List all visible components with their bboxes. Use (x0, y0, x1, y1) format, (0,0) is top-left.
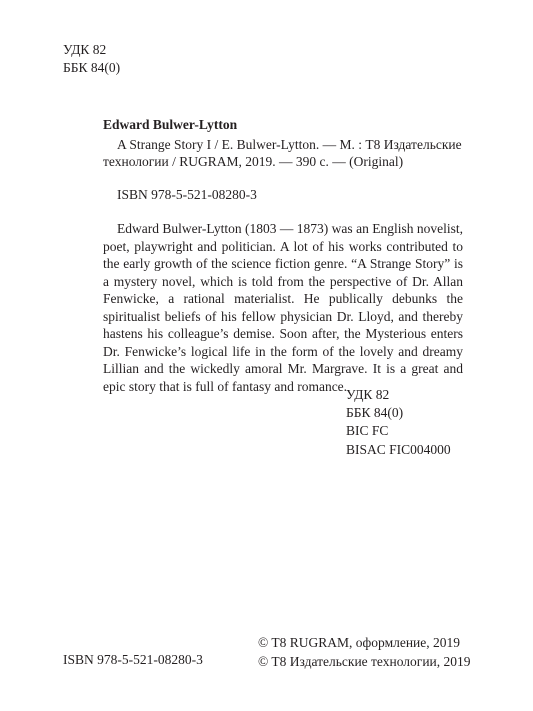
annotation-text: Edward Bulwer-Lytton (1803 — 1873) was an English novelist, poet, playwright and politician. A lot of his works contributed to the early growth of the science fiction genre. “A Strange Story” is a mystery novel, which is told from the perspective of Dr. Allan Fenwicke, a rational materialist. He publically debunks the spiritualist beliefs of his fellow physician Dr. Lloyd, and thereby hastens his colleague’s demise. Soon after, the Mysterious enters Dr. Fenwicke’s logical life in the form of the lovely and dreamy Lillian and the wickedly amoral Mr. Margrave. It is a great and epic story that is full of fantasy and romance. (103, 221, 463, 394)
footer-isbn: ISBN 978-5-521-08280-3 (63, 652, 203, 667)
udk-code: УДК 82 (346, 387, 390, 402)
bibliographic-record (103, 116, 463, 395)
copyright-publisher: © T8 Издательские технологии, 2019 (258, 654, 471, 669)
classification-codes-top (63, 41, 120, 77)
bbk-code: ББК 84(0) (346, 405, 404, 421)
udk-code: УДК 82 (63, 42, 107, 57)
catalog-record: A Strange Story I / E. Bulwer-Lytton. — М. : T8 Издательские технологии / RUGRAM, 2019. — 390 с. — (Original) (103, 136, 462, 169)
copyright-notices (258, 633, 471, 671)
isbn: ISBN 978-5-521-08280-3 (117, 186, 257, 202)
author-name: Edward Bulwer-Lytton (103, 117, 238, 132)
bisac-code: BISAC FIC004000 (346, 441, 451, 457)
bic-code: BIC FC (346, 423, 389, 439)
bbk-code: ББК 84(0) (63, 60, 121, 75)
copyright-design: © T8 RUGRAM, оформление, 2019 (258, 635, 461, 650)
classification-codes-bottom (346, 386, 451, 459)
